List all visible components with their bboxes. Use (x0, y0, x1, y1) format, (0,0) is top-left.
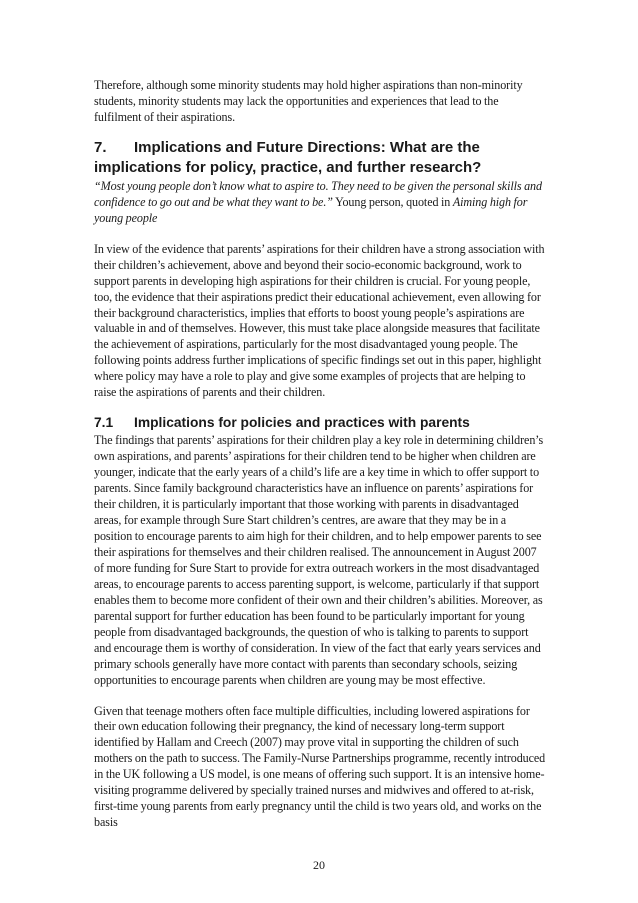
paragraph-gap (94, 227, 546, 242)
section-7-1-title: Implications for policies and practices with parents (134, 415, 470, 431)
paragraph-gap (94, 689, 546, 704)
section-7-1-paragraph-1: The findings that parents’ aspirations for their children play a key role in determining children’s own aspirations, and parents’ aspirations for their children tend to be higher when children are younger, indicate that the early years of a child’s life are a key time in which to offer support to parents. Since family background characteristics have an influence on parents’ aspirations for their children, it is particularly important that those working with parents in disadvantaged areas, for example through Sure Start children’s centres, are aware that they may be in a position to encourage parents to aim high for their children, and to help empower parents to see their aspirations for themselves and their children realised. The announcement in August 2007 of more funding for Sure Start to provide for extra outreach workers in the most disadvantaged areas, to encourage parents to access parenting support, is welcome, particularly if that support enables them to become more confident of their own and their children’s abilities. Moreover, as parental support for further education has been found to be particularly important for young people from disadvantaged backgrounds, the question of who is talking to parents to support and encourage them is worthy of consideration. In view of the fact that early years services and primary schools generally have more contact with parents than secondary schools, seizing opportunities to encourage parents when children are young may be most effective. (94, 433, 544, 687)
section-7-title: Implications and Future Directions: What are the implications for policy, practice, and further research? (94, 138, 482, 176)
section-7-1-paragraph-2: Given that teenage mothers often face multiple difficulties, including lowered aspirations for their own education following their pregnancy, the kind of necessary long-term support identified by Hallam and Creech (2007) may prove vital in supporting the children of such mothers on the path to success. The Family-Nurse Partnerships programme, recently introduced in the UK following a US model, is one means of offering such support. It is an intensive home-visiting programme delivered by specially trained nurses and midwives and offered to at-risk, first-time young parents from early pregnancy until the child is two years old, and works on the basis (94, 703, 546, 830)
quote-attribution: Young person, quoted in (332, 194, 453, 209)
quote-text: “Most young people don’t know what to aspire to. They need to be given the personal skills and confidence to go out and be what they want to be.” (94, 178, 542, 209)
document-page (94, 78, 546, 831)
section-7-number: 7. (94, 138, 107, 156)
section-7-1-heading (94, 414, 546, 432)
section-7-heading (94, 138, 546, 178)
section-7-1-number: 7.1 (94, 415, 114, 431)
section-7-quote (94, 179, 546, 227)
section-7-paragraph: In view of the evidence that parents’ aspirations for their children have a strong association with their children’s achievement, above and beyond their socio-economic background, work to support parents in developing high aspirations for their children is crucial. For young people, too, the evidence that their aspirations predict their educational achievement, even allowing for their background characteristics, implies that efforts to boost young people’s aspirations are valuable in and of themselves. However, this must take place alongside measures that facilitate the achievement of aspirations, particularly for the most disadvantaged young people. The following points address further implications of specific findings set out in this paper, highlight where policy may have a role to play and give some examples of projects that are helping to raise the aspirations of parents and their children. (94, 241, 545, 400)
quote-source: Aiming high for young people (94, 194, 528, 225)
intro-paragraph: Therefore, although some minority students may hold higher aspirations than non-minority students, minority students may lack the opportunities and experiences that lead to the fulfilment of their aspirations. (94, 78, 523, 124)
page-number: 20 (313, 858, 325, 872)
